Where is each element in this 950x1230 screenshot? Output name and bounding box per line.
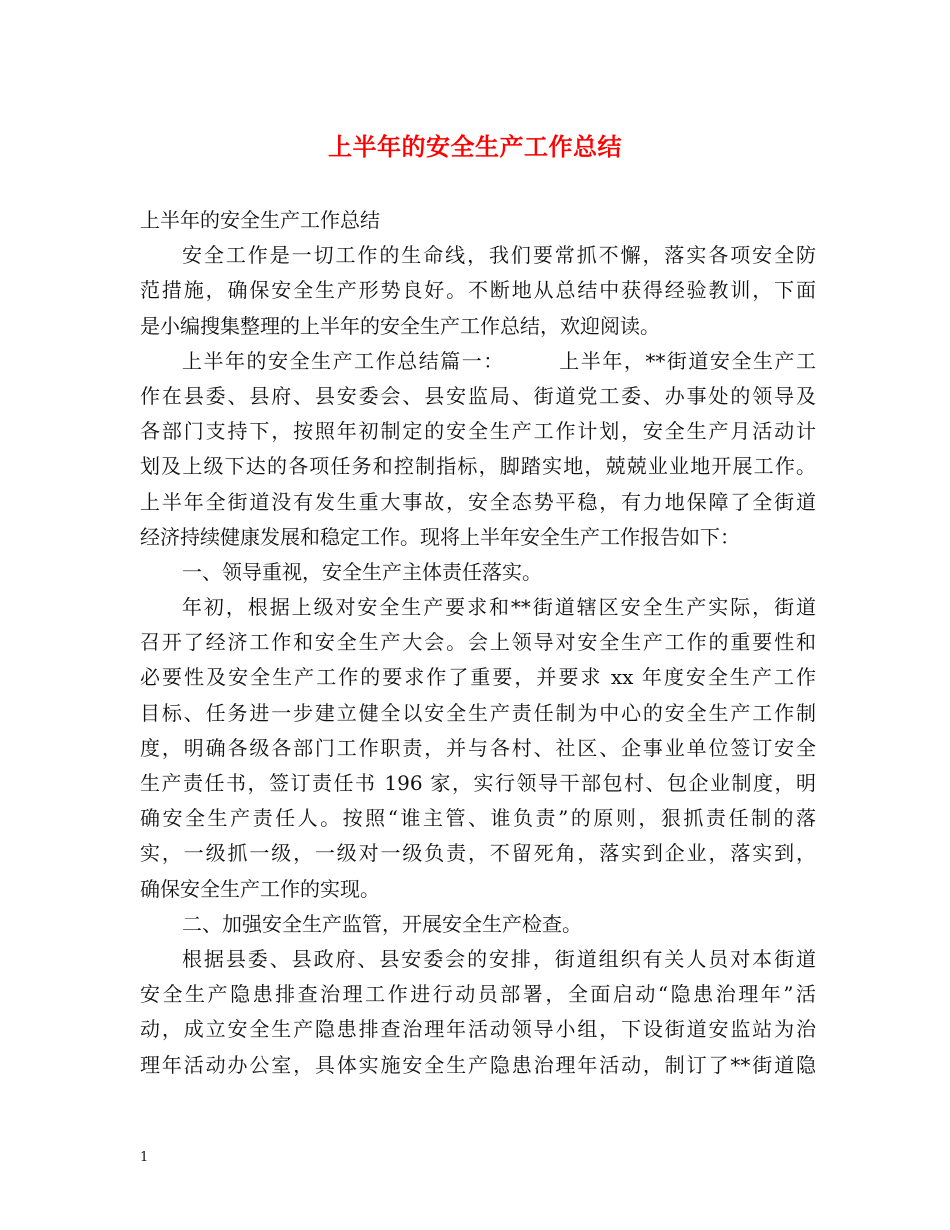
body-text-line: 划及上级下达的各项任务和控制指标，脚踏实地，兢兢业业地开展工作。 [140, 454, 816, 479]
document-title: 上半年的安全生产工作总结 [328, 132, 622, 161]
body-text-line: 目标、任务进一步建立健全以安全生产责任制为中心的安全生产工作制 [140, 700, 816, 725]
body-text-line: 生产责任书，签订责任书 196 家，实行领导干部包村、包企业制度，明 [140, 771, 816, 795]
body-text-line: 召开了经济工作和安全生产大会。会上领导对安全生产工作的重要性和 [140, 630, 816, 655]
body-text-line: 确安全生产责任人。按照“谁主管、谁负责”的原则，狠抓责任制的落 [140, 806, 816, 831]
page-number: 1 [140, 1150, 149, 1165]
body-text-line: 上半年全街道没有发生重大事故，安全态势平稳，有力地保障了全街道 [140, 489, 816, 514]
body-text-line: 确保安全生产工作的实现。 [140, 876, 380, 901]
body-text-line: 是小编搜集整理的上半年的安全生产工作总结，欢迎阅读。 [140, 313, 660, 338]
body-text-line: 理年活动办公室，具体实施安全生产隐患治理年活动，制订了**街道隐 [140, 1052, 816, 1077]
body-text-line: 作在县委、县府、县安委会、县安监局、街道党工委、办事处的领导及 [140, 383, 816, 408]
body-text-line: 上半年的安全生产工作总结篇一： 上半年，**街道安全生产工 [182, 348, 816, 373]
body-text-line: 安全生产隐患排查治理工作进行动员部署，全面启动“隐患治理年”活 [140, 982, 816, 1007]
document-body [140, 203, 816, 1083]
body-text-line: 二、加强安全生产监管，开展安全生产检查。 [182, 911, 582, 936]
body-text-line: 动，成立安全生产隐患排查治理年活动领导小组，下设街道安监站为治 [140, 1017, 816, 1042]
body-text-line: 必要性及安全生产工作的要求作了重要，并要求 xx 年度安全生产工作 [140, 665, 816, 690]
body-text-line: 年初，根据上级对安全生产要求和**街道辖区安全生产实际，街道 [182, 595, 816, 620]
body-text-line: 一、领导重视，安全生产主体责任落实。 [182, 559, 542, 584]
body-text-line: 经济持续健康发展和稳定工作。现将上半年安全生产工作报告如下： [140, 524, 740, 549]
body-text-line: 度，明确各级各部门工作职责，并与各村、社区、企事业单位签订安全 [140, 735, 816, 760]
body-text-line: 安全工作是一切工作的生命线，我们要常抓不懈，落实各项安全防 [182, 243, 816, 268]
body-text-line: 各部门支持下，按照年初制定的安全生产工作计划，安全生产月活动计 [140, 419, 816, 444]
body-text-line: 范措施，确保安全生产形势良好。不断地从总结中获得经验教训，下面 [140, 278, 816, 303]
body-text-line: 根据县委、县政府、县安委会的安排，街道组织有关人员对本街道 [182, 946, 816, 971]
body-text-line: 上半年的安全生产工作总结 [140, 208, 380, 232]
body-text-line: 实，一级抓一级，一级对一级负责，不留死角，落实到企业，落实到， [140, 841, 816, 866]
